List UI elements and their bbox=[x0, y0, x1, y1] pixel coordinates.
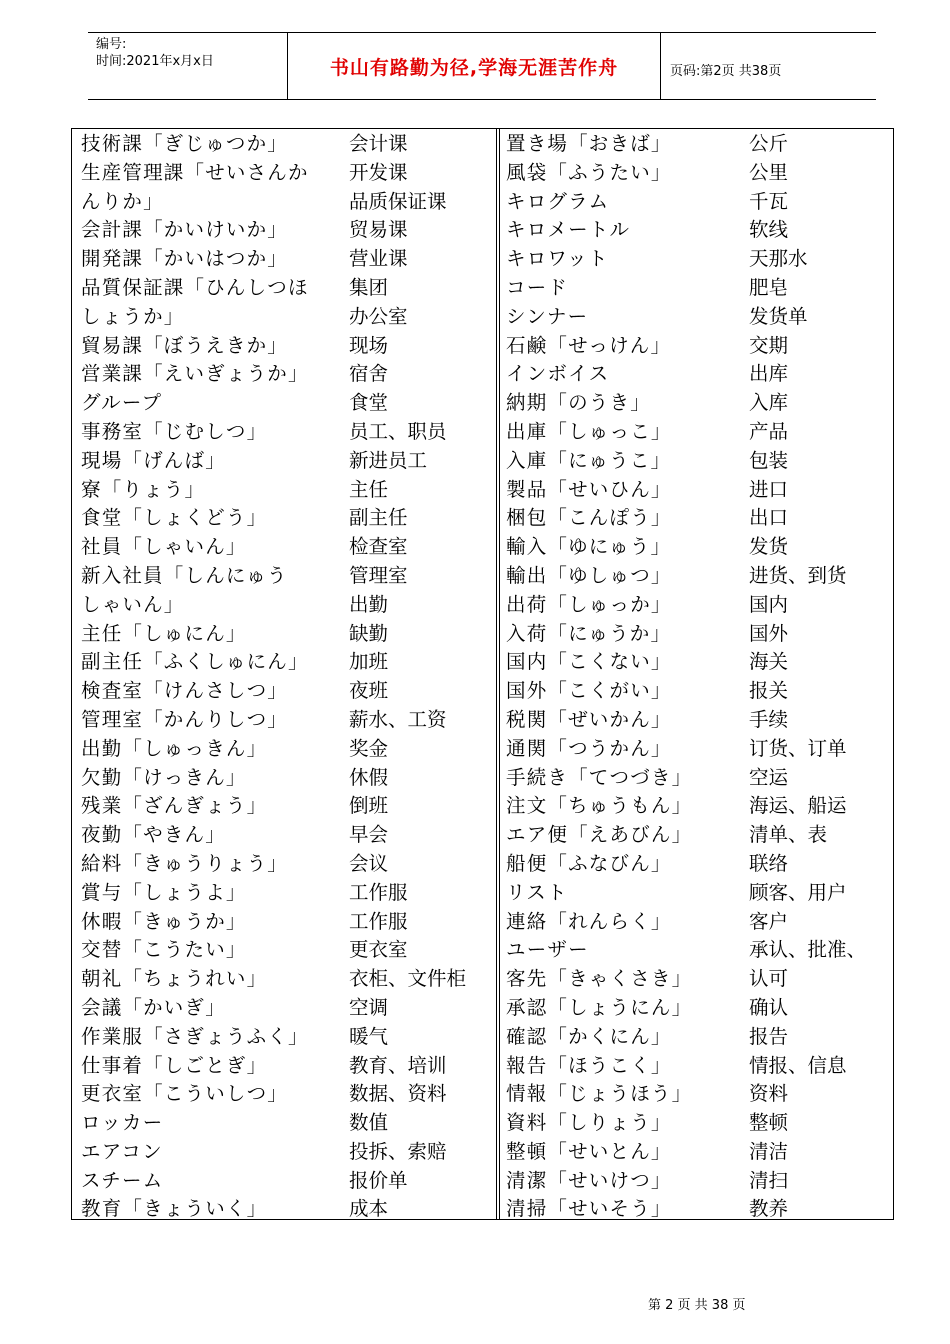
chinese-term: 肥皂 bbox=[749, 275, 789, 299]
japanese-term: キロメートル bbox=[506, 218, 631, 242]
japanese-term: 梱包「こんぽう」 bbox=[506, 506, 672, 530]
japanese-term: 教育「きょういく」 bbox=[81, 1197, 268, 1221]
vocab-row bbox=[506, 159, 926, 188]
japanese-term: スチーム bbox=[81, 1168, 164, 1192]
vocab-row bbox=[506, 245, 926, 274]
chinese-term: 手续 bbox=[749, 707, 789, 731]
japanese-term: ロッカー bbox=[81, 1111, 164, 1135]
page-header bbox=[88, 32, 876, 100]
vocab-row bbox=[506, 562, 926, 591]
japanese-term: ユーザー bbox=[506, 938, 589, 962]
vocab-row bbox=[506, 533, 926, 562]
vocab-row bbox=[81, 245, 501, 274]
chinese-term: 品质保证课 bbox=[349, 189, 447, 213]
vocab-row bbox=[506, 360, 926, 389]
chinese-term: 会议 bbox=[349, 851, 389, 875]
vocab-row bbox=[81, 188, 501, 217]
chinese-term: 国内 bbox=[749, 592, 789, 616]
japanese-term: 副主任「ふくしゅにん」 bbox=[81, 650, 309, 674]
chinese-term: 员工、职员 bbox=[349, 419, 447, 443]
japanese-term: 技術課「ぎじゅつか」 bbox=[81, 132, 289, 155]
vocab-row bbox=[506, 1195, 926, 1224]
chinese-term: 清扫 bbox=[749, 1168, 789, 1192]
vocab-row bbox=[81, 792, 501, 821]
japanese-term: 営業課「えいぎょうか」 bbox=[81, 362, 309, 386]
japanese-term: 残業「ざんぎょう」 bbox=[81, 794, 268, 818]
japanese-term: シンナー bbox=[506, 304, 589, 328]
chinese-term: 暖气 bbox=[349, 1024, 389, 1048]
vocab-row bbox=[81, 764, 501, 793]
vocab-row bbox=[506, 418, 926, 447]
chinese-term: 整顿 bbox=[749, 1111, 789, 1135]
chinese-term: 办公室 bbox=[349, 304, 408, 328]
japanese-term: しゃいん」 bbox=[81, 592, 185, 616]
japanese-term: 休暇「きゅうか」 bbox=[81, 909, 247, 933]
vocab-row bbox=[506, 188, 926, 217]
chinese-term: 出口 bbox=[749, 506, 789, 530]
vocab-row bbox=[81, 1109, 501, 1138]
chinese-term: 顾客、用户 bbox=[749, 880, 847, 904]
chinese-term: 认可 bbox=[749, 967, 789, 991]
chinese-term: 加班 bbox=[349, 650, 389, 674]
vocab-row bbox=[506, 1023, 926, 1052]
chinese-term: 主任 bbox=[349, 477, 389, 501]
japanese-term: 出庫「しゅっこ」 bbox=[506, 419, 672, 443]
japanese-term: 税関「ぜいかん」 bbox=[506, 707, 672, 731]
vocab-row bbox=[506, 591, 926, 620]
vocabulary-table bbox=[71, 128, 894, 1220]
chinese-term: 订货、订单 bbox=[749, 736, 847, 760]
chinese-term: 新进员工 bbox=[349, 448, 428, 472]
chinese-term: 倒班 bbox=[349, 794, 389, 818]
japanese-term: 賞与「しょうよ」 bbox=[81, 880, 247, 904]
japanese-term: 食堂「しょくどう」 bbox=[81, 506, 268, 530]
vocab-row bbox=[506, 648, 926, 677]
chinese-term: 国外 bbox=[749, 621, 789, 645]
vocab-row bbox=[81, 504, 501, 533]
chinese-term: 出库 bbox=[749, 362, 789, 386]
chinese-term: 会计课 bbox=[349, 132, 408, 155]
vocab-row bbox=[81, 447, 501, 476]
japanese-term: 輸入「ゆにゅう」 bbox=[506, 535, 672, 559]
vocab-row bbox=[81, 1023, 501, 1052]
japanese-term: 貿易課「ぼうえきか」 bbox=[81, 333, 289, 357]
vocab-row bbox=[81, 850, 501, 879]
vocab-row bbox=[506, 216, 926, 245]
chinese-term: 产品 bbox=[749, 419, 789, 443]
japanese-term: キロワット bbox=[506, 247, 609, 271]
vocab-row bbox=[81, 418, 501, 447]
chinese-term: 进货、到货 bbox=[749, 563, 847, 587]
chinese-term: 奖金 bbox=[349, 736, 389, 760]
vocab-row bbox=[506, 1138, 926, 1167]
header-divider bbox=[660, 33, 661, 99]
vocab-row bbox=[506, 879, 926, 908]
vocab-row bbox=[81, 159, 501, 188]
chinese-term: 营业课 bbox=[349, 247, 408, 271]
chinese-term: 教育、培训 bbox=[349, 1053, 447, 1077]
japanese-term: 資料「しりょう」 bbox=[506, 1111, 672, 1135]
japanese-term: 連絡「れんらく」 bbox=[506, 909, 672, 933]
vocab-row bbox=[506, 908, 926, 937]
japanese-term: んりか」 bbox=[81, 189, 164, 213]
japanese-term: 朝礼「ちょうれい」 bbox=[81, 967, 268, 991]
chinese-term: 发货单 bbox=[749, 304, 808, 328]
japanese-term: 輸出「ゆしゅつ」 bbox=[506, 563, 672, 587]
vocab-row bbox=[506, 792, 926, 821]
vocab-row bbox=[506, 965, 926, 994]
japanese-term: 仕事着「しごとぎ」 bbox=[81, 1053, 268, 1077]
chinese-term: 投拆、索赔 bbox=[349, 1139, 447, 1163]
japanese-term: インボイス bbox=[506, 362, 610, 386]
vocab-row bbox=[506, 130, 926, 159]
vocab-row bbox=[81, 620, 501, 649]
vocab-row bbox=[81, 562, 501, 591]
date-label: 时间:2021年x月x日 bbox=[96, 54, 214, 69]
japanese-term: 製品「せいひん」 bbox=[506, 477, 672, 501]
japanese-term: 国内「こくない」 bbox=[506, 650, 672, 674]
chinese-term: 报关 bbox=[749, 679, 789, 703]
japanese-term: 事務室「じむしつ」 bbox=[81, 419, 268, 443]
japanese-term: 品質保証課「ひんしつほ bbox=[81, 275, 309, 299]
chinese-term: 工作服 bbox=[349, 909, 408, 933]
chinese-term: 发货 bbox=[749, 535, 789, 559]
japanese-term: 風袋「ふうたい」 bbox=[506, 160, 672, 184]
chinese-term: 报价单 bbox=[349, 1168, 408, 1192]
vocab-row bbox=[81, 706, 501, 735]
vocab-row bbox=[506, 332, 926, 361]
japanese-term: 出勤「しゅっきん」 bbox=[81, 736, 268, 760]
vocab-row bbox=[506, 677, 926, 706]
chinese-term: 交期 bbox=[749, 333, 789, 357]
chinese-term: 清单、表 bbox=[749, 823, 828, 847]
vocab-row bbox=[81, 994, 501, 1023]
chinese-term: 数值 bbox=[349, 1111, 389, 1135]
japanese-term: 客先「きゃくさき」 bbox=[506, 967, 693, 991]
chinese-term: 现场 bbox=[349, 333, 389, 357]
vocab-row bbox=[506, 274, 926, 303]
vocab-row bbox=[81, 360, 501, 389]
japanese-term: 会計課「かいけいか」 bbox=[81, 218, 289, 242]
chinese-term: 千瓦 bbox=[749, 189, 789, 213]
japanese-term: 通関「つうかん」 bbox=[506, 736, 672, 760]
japanese-term: 情報「じょうほう」 bbox=[506, 1082, 693, 1106]
japanese-term: 出荷「しゅっか」 bbox=[506, 592, 672, 616]
chinese-term: 软线 bbox=[749, 218, 789, 242]
japanese-term: 社員「しゃいん」 bbox=[81, 535, 247, 559]
chinese-term: 客户 bbox=[749, 909, 789, 933]
vocab-row bbox=[506, 447, 926, 476]
vocab-row bbox=[81, 533, 501, 562]
chinese-term: 教养 bbox=[749, 1197, 789, 1221]
chinese-term: 包装 bbox=[749, 448, 789, 472]
japanese-term: 承認「しょうにん」 bbox=[506, 995, 693, 1019]
vocab-row bbox=[506, 620, 926, 649]
japanese-term: 開発課「かいはつか」 bbox=[81, 247, 289, 271]
japanese-term: 会議「かいぎ」 bbox=[81, 995, 226, 1019]
vocab-row bbox=[81, 389, 501, 418]
japanese-term: 整頓「せいとん」 bbox=[506, 1139, 672, 1163]
vocab-row bbox=[81, 216, 501, 245]
chinese-term: 数据、资料 bbox=[349, 1082, 447, 1106]
chinese-term: 早会 bbox=[349, 823, 389, 847]
japanese-term: 入庫「にゅうこ」 bbox=[506, 448, 672, 472]
vocab-row bbox=[81, 1138, 501, 1167]
japanese-term: 入荷「にゅうか」 bbox=[506, 621, 672, 645]
japanese-term: 注文「ちゅうもん」 bbox=[506, 794, 693, 818]
vocab-row bbox=[506, 1080, 926, 1109]
vocab-row bbox=[81, 1167, 501, 1196]
vocab-row bbox=[81, 965, 501, 994]
vocab-row bbox=[506, 476, 926, 505]
chinese-term: 工作服 bbox=[349, 880, 408, 904]
japanese-term: 作業服「さぎょうふく」 bbox=[81, 1024, 309, 1048]
japanese-term: 欠勤「けっきん」 bbox=[81, 765, 247, 789]
chinese-term: 空运 bbox=[749, 765, 789, 789]
vocab-row bbox=[506, 735, 926, 764]
japanese-term: 確認「かくにん」 bbox=[506, 1024, 672, 1048]
chinese-term: 更衣室 bbox=[349, 938, 408, 962]
japanese-term: 現場「げんば」 bbox=[81, 448, 226, 472]
japanese-term: 船便「ふなびん」 bbox=[506, 851, 672, 875]
chinese-term: 海运、船运 bbox=[749, 794, 847, 818]
chinese-term: 薪水、工资 bbox=[349, 707, 447, 731]
vocab-row bbox=[506, 504, 926, 533]
vocab-row bbox=[506, 706, 926, 735]
header-meta bbox=[96, 36, 214, 70]
vocab-row bbox=[506, 994, 926, 1023]
serial-label: 编号: bbox=[96, 37, 127, 52]
japanese-term: グループ bbox=[81, 391, 163, 415]
japanese-term: 新入社員「しんにゅう bbox=[81, 563, 288, 587]
chinese-term: 夜班 bbox=[349, 679, 389, 703]
vocab-row bbox=[81, 274, 501, 303]
chinese-term: 食堂 bbox=[349, 391, 389, 415]
japanese-term: 報告「ほうこく」 bbox=[506, 1053, 672, 1077]
header-motto: 书山有路勤为径,学海无涯苦作舟 bbox=[329, 57, 619, 79]
vocab-row bbox=[81, 591, 501, 620]
chinese-term: 海关 bbox=[749, 650, 789, 674]
vocab-row bbox=[81, 821, 501, 850]
chinese-term: 报告 bbox=[749, 1024, 789, 1048]
chinese-term: 检查室 bbox=[349, 535, 408, 559]
chinese-term: 开发课 bbox=[349, 160, 408, 184]
vocab-row bbox=[506, 1052, 926, 1081]
japanese-term: 手続き「てつづき」 bbox=[506, 765, 693, 789]
japanese-term: 管理室「かんりしつ」 bbox=[81, 707, 289, 731]
japanese-term: 国外「こくがい」 bbox=[506, 679, 672, 703]
japanese-term: 更衣室「こういしつ」 bbox=[81, 1082, 289, 1106]
japanese-term: 置き場「おきば」 bbox=[506, 132, 672, 155]
japanese-term: 納期「のうき」 bbox=[506, 391, 651, 415]
chinese-term: 公斤 bbox=[749, 132, 789, 155]
vocab-row bbox=[506, 764, 926, 793]
vocab-row bbox=[81, 879, 501, 908]
vocab-row bbox=[81, 1052, 501, 1081]
vocab-row bbox=[506, 936, 926, 965]
chinese-term: 公里 bbox=[749, 160, 789, 184]
chinese-term: 贸易课 bbox=[349, 218, 408, 242]
chinese-term: 确认 bbox=[749, 995, 789, 1019]
chinese-term: 出勤 bbox=[349, 592, 389, 616]
chinese-term: 资料 bbox=[749, 1082, 789, 1106]
japanese-term: 清掃「せいそう」 bbox=[506, 1197, 672, 1221]
japanese-term: キログラム bbox=[506, 189, 610, 213]
japanese-term: 清潔「せいけつ」 bbox=[506, 1168, 672, 1192]
vocab-row bbox=[81, 908, 501, 937]
vocab-row bbox=[506, 821, 926, 850]
vocab-row bbox=[506, 1167, 926, 1196]
japanese-term: 石鹸「せっけん」 bbox=[506, 333, 672, 357]
japanese-term: 寮「りょう」 bbox=[81, 477, 206, 501]
japanese-term: 夜勤「やきん」 bbox=[81, 823, 226, 847]
chinese-term: 进口 bbox=[749, 477, 789, 501]
vocab-row bbox=[81, 648, 501, 677]
chinese-term: 休假 bbox=[349, 765, 389, 789]
vocab-row bbox=[81, 1080, 501, 1109]
japanese-term: 主任「しゅにん」 bbox=[81, 621, 247, 645]
vocab-row bbox=[81, 735, 501, 764]
header-page-info: 页码:第2页 共38页 bbox=[670, 64, 782, 79]
chinese-term: 承认、批准、 bbox=[749, 938, 867, 962]
vocab-row bbox=[81, 130, 501, 159]
left-column bbox=[81, 130, 501, 1224]
japanese-term: リスト bbox=[506, 880, 568, 904]
chinese-term: 集团 bbox=[349, 275, 389, 299]
vocab-row bbox=[81, 303, 501, 332]
chinese-term: 情报、信息 bbox=[749, 1053, 847, 1077]
vocab-row bbox=[506, 850, 926, 879]
vocab-row bbox=[81, 332, 501, 361]
chinese-term: 入库 bbox=[749, 391, 789, 415]
chinese-term: 副主任 bbox=[349, 506, 408, 530]
japanese-term: エア便「えあびん」 bbox=[506, 823, 693, 847]
japanese-term: 生産管理課「せいさんか bbox=[81, 160, 309, 184]
vocab-row bbox=[81, 1195, 501, 1224]
chinese-term: 联络 bbox=[749, 851, 789, 875]
vocab-row bbox=[81, 936, 501, 965]
japanese-term: 交替「こうたい」 bbox=[81, 938, 247, 962]
vocab-row bbox=[506, 303, 926, 332]
chinese-term: 成本 bbox=[349, 1197, 389, 1221]
chinese-term: 空调 bbox=[349, 995, 389, 1019]
chinese-term: 清洁 bbox=[749, 1139, 789, 1163]
vocab-row bbox=[506, 1109, 926, 1138]
japanese-term: しょうか」 bbox=[81, 304, 185, 328]
chinese-term: 管理室 bbox=[349, 563, 408, 587]
vocab-row bbox=[506, 389, 926, 418]
vocab-row bbox=[81, 677, 501, 706]
japanese-term: エアコン bbox=[81, 1139, 163, 1163]
chinese-term: 天那水 bbox=[749, 247, 808, 271]
japanese-term: 検査室「けんさしつ」 bbox=[81, 679, 289, 703]
japanese-term: コード bbox=[506, 275, 569, 299]
chinese-term: 缺勤 bbox=[349, 621, 389, 645]
chinese-term: 衣柜、文件柜 bbox=[349, 967, 467, 991]
japanese-term: 給料「きゅうりょう」 bbox=[81, 851, 289, 875]
vocab-row bbox=[81, 476, 501, 505]
page-footer: 第 2 页 共 38 页 bbox=[648, 1298, 746, 1313]
right-column bbox=[506, 130, 926, 1224]
chinese-term: 宿舍 bbox=[349, 362, 389, 386]
